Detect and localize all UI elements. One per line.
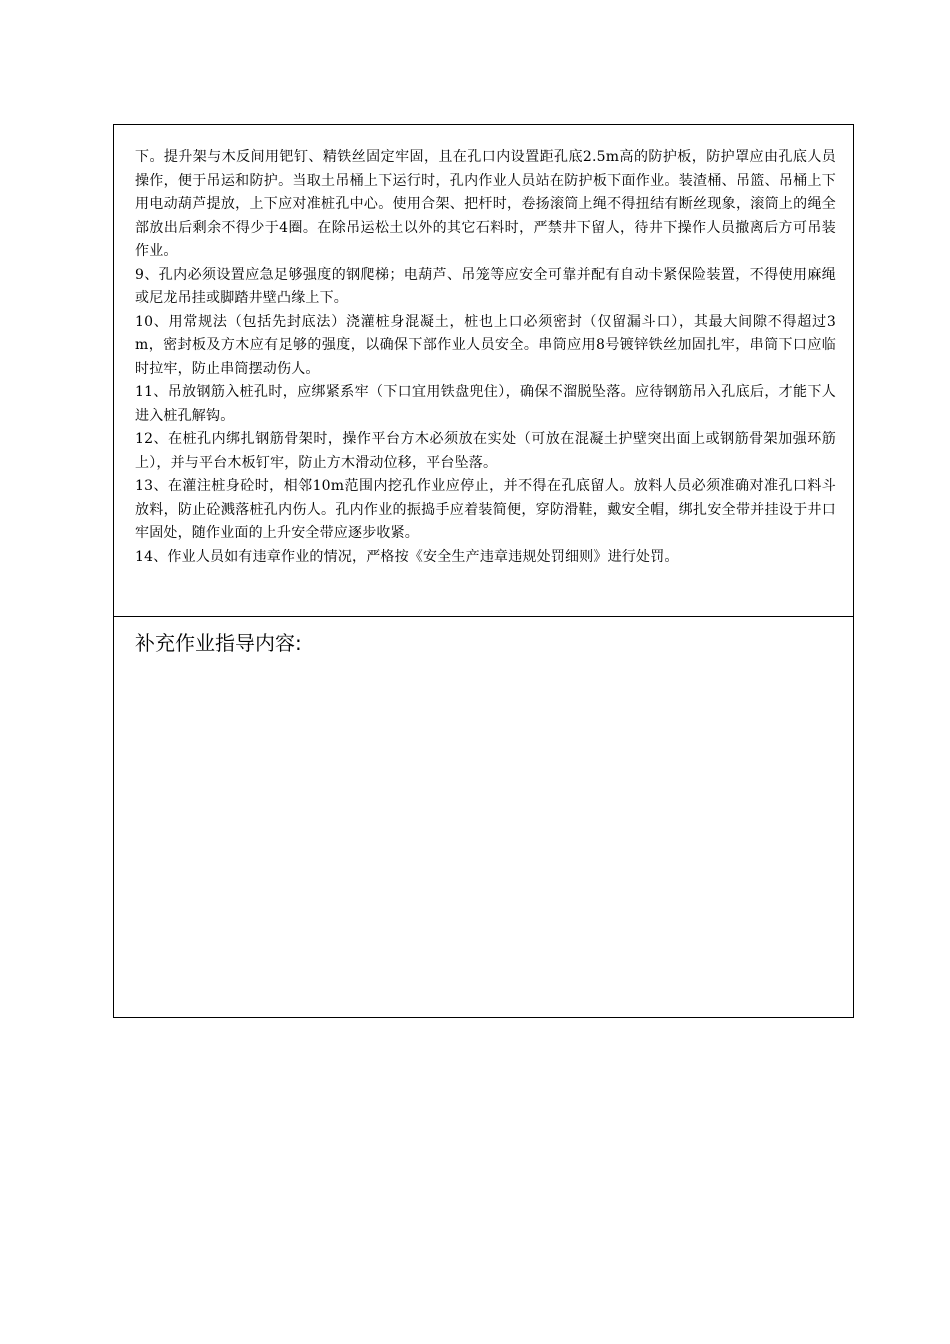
paragraph-item-13: 13、在灌注桩身砼时，相邻10m范围内挖孔作业应停止，并不得在孔底留人。放料人员必须准确对准孔口料斗放料，防止砼溅落桩孔内伤人。孔内作业的振捣手应着装简便，穿防滑鞋，戴安全帽，绑扎安全带并挂设于井口牢固处，随作业面的上升安全带应逐步收紧。 [135, 478, 836, 541]
paragraph-item-12: 12、在桩孔内绑扎钢筋骨架时，操作平台方木必须放在实处（可放在混凝土护壁突出面上或钢筋骨架加强环筋上），并与平台木板钉牢，防止方木滑动位移，平台坠落。 [135, 431, 836, 471]
supplement-cell [114, 617, 853, 1017]
paragraph-item-10: 10、用常规法（包括先封底法）浇灌桩身混凝土，桩也上口必须密封（仅留漏斗口），其最大间隙不得超过3m，密封板及方木应有足够的强度，以确保下部作业人员安全。串筒应用8号镀锌铁丝加固扎牢，串筒下口应临时拉牢，防止串筒摆动伤人。 [135, 313, 836, 377]
instruction-table [113, 124, 854, 1018]
supplement-heading: 补充作业指导内容: [135, 631, 302, 655]
paragraph-item-11: 11、吊放钢筋入桩孔时，应绑紧系牢（下口宜用铁盘兜住），确保不溜脱坠落。应待钢筋吊入孔底后，才能下人进入桩孔解钩。 [135, 384, 836, 424]
paragraph-item-9: 9、孔内必须设置应急足够强度的钢爬梯；电葫芦、吊笼等应安全可靠并配有自动卡紧保险装置，不得使用麻绳或尼龙吊挂或脚踏井壁凸缘上下。 [135, 266, 836, 306]
instruction-content-cell [114, 125, 853, 617]
paragraph-continuation: 下。提升架与木反间用钯钉、精铁丝固定牢固，且在孔口内设置距孔底2.5m高的防护板，防护罩应由孔底人员操作，便于吊运和防护。当取土吊桶上下运行时，孔内作业人员站在防护板下面作业。装渣桶、吊篮、吊桶上下用电动葫芦提放，上下应对准桩孔中心。使用合架、把杆时，卷扬滚筒上绳不得扭结有断丝现象，滚筒上的绳全部放出后剩余不得少于4圈。在除吊运松土以外的其它石料时，严禁井下留人，待井下操作人员撤离后方可吊装作业。 [135, 149, 836, 259]
paragraph-item-14: 14、作业人员如有违章作业的情况，严格按《安全生产违章违规处罚细则》进行处罚。 [135, 548, 679, 565]
